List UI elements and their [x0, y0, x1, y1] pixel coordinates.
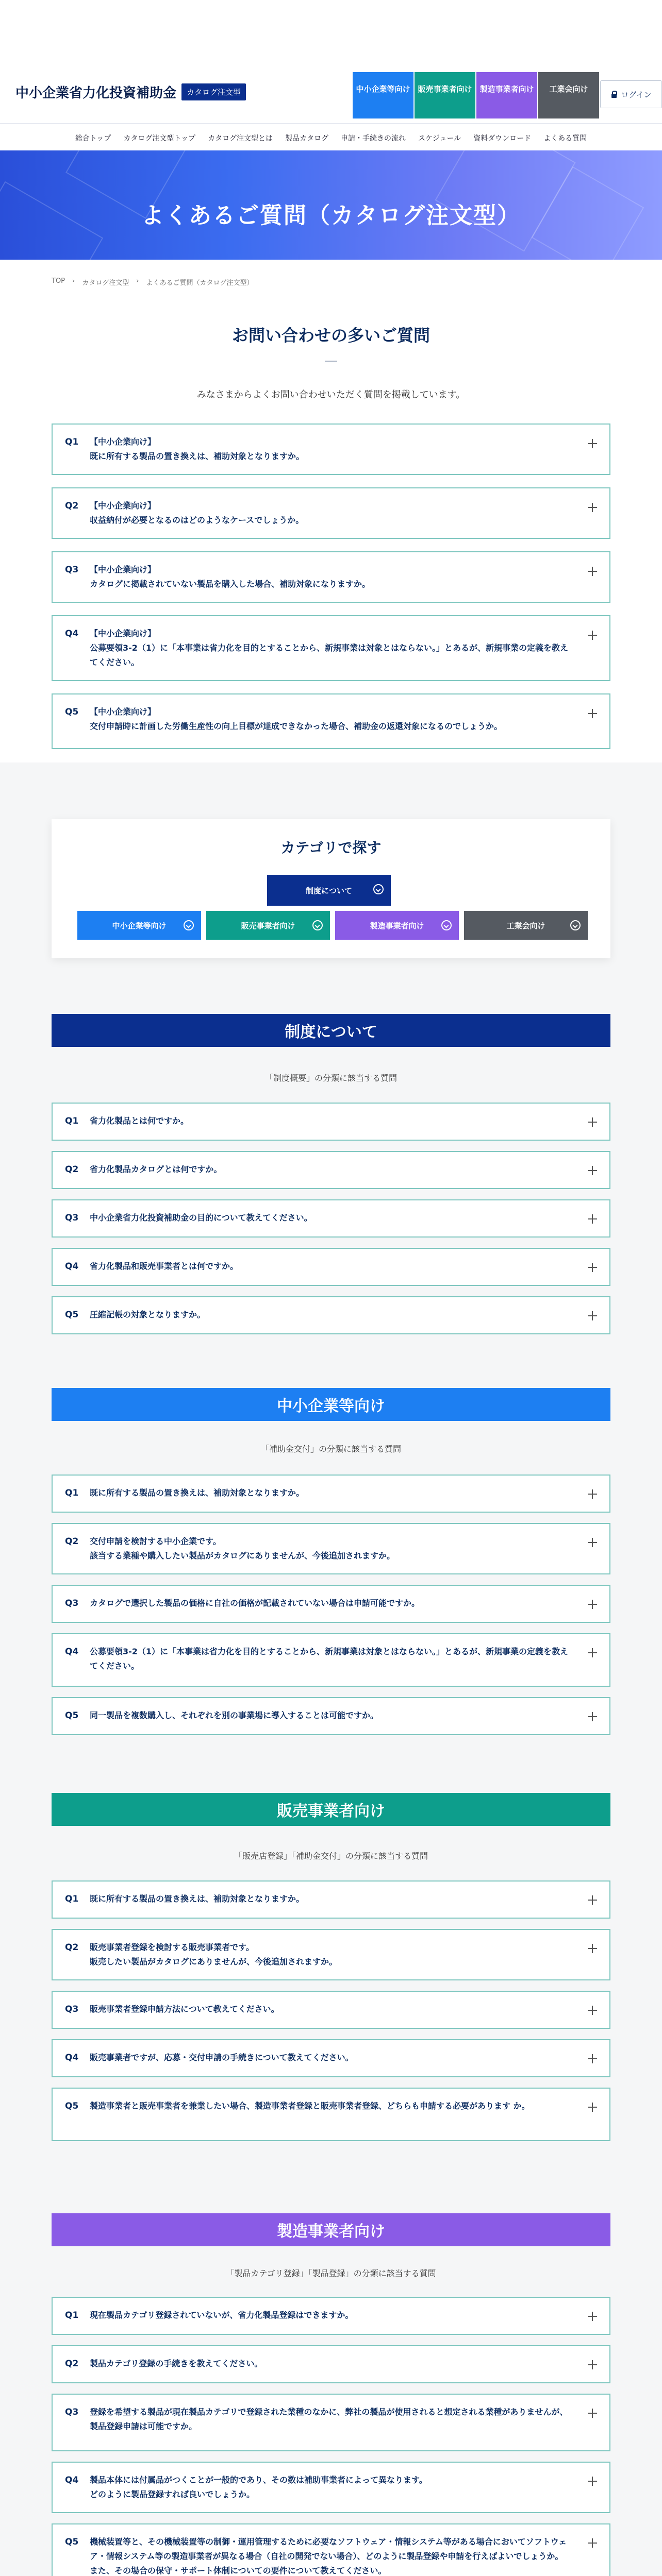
plus-icon[interactable] — [588, 2312, 597, 2321]
plus-icon[interactable] — [588, 2409, 597, 2418]
faq-item[interactable] — [52, 1929, 610, 1980]
faq-question — [90, 1534, 573, 1563]
faq-text: 販売事業者登録申請方法について教えてください。 — [90, 2004, 279, 2014]
section-divider — [325, 361, 337, 362]
faq-q-number: Q1 — [65, 437, 79, 447]
top-faq-title: お問い合わせの多いご質問 — [231, 326, 430, 345]
subnav-about[interactable]: カタログ注文型とは — [208, 134, 273, 143]
chevron-down-icon — [373, 884, 384, 894]
section-sub-sme: 「補助金交付」の分類に該当する質問 — [260, 1444, 401, 1454]
plus-icon[interactable] — [588, 1117, 597, 1127]
plus-icon[interactable] — [588, 2360, 597, 2369]
faq-text: 収益納付が必要となるのはどのようなケースでしょうか。 — [90, 515, 304, 525]
subnav-download[interactable]: 資料ダウンロード — [473, 134, 532, 143]
chevron-down-icon — [441, 920, 452, 930]
subnav-flow[interactable]: 申請・手続きの流れ — [341, 134, 406, 143]
faq-tag: 【中小企業向け】 — [90, 501, 156, 511]
plus-icon[interactable] — [588, 1311, 597, 1320]
chevron-down-icon — [184, 920, 194, 930]
faq-text: 該当する業種や購入したい製品がカタログにありませんが、今後追加されますか。 — [90, 1551, 395, 1561]
faq-item[interactable] — [52, 1697, 610, 1735]
plus-icon[interactable] — [588, 567, 597, 576]
faq-text: 交付申請時に計画した労働生産性の向上目標が達成できなかった場合、補助金の返還対象になるのでしょうか。 — [90, 721, 503, 731]
faq-item[interactable] — [52, 2297, 610, 2335]
faq-question — [90, 2473, 573, 2502]
plus-icon[interactable] — [588, 2477, 597, 2486]
faq-q-number: Q2 — [65, 1536, 79, 1547]
breadcrumb-item[interactable]: TOP — [52, 277, 65, 285]
nav-union[interactable]: 工業会向け — [538, 72, 600, 118]
category-button-label: 工業会向け — [506, 921, 545, 930]
faq-item[interactable] — [52, 2039, 610, 2077]
plus-icon[interactable] — [588, 2538, 597, 2548]
sub-nav — [0, 128, 662, 148]
faq-tag: 【中小企業向け】 — [90, 437, 156, 447]
top-faq-desc: みなさまからよくお問い合わせいただく質問を掲載しています。 — [196, 389, 466, 400]
faq-item[interactable] — [52, 423, 610, 475]
faq-q-number: Q4 — [65, 2053, 79, 2063]
header-nav — [353, 72, 662, 118]
faq-text: 省力化製品とは何ですか。 — [90, 1116, 189, 1126]
faq-text: 公募要領3-2（1）に「本事業は省力化を目的とすることから、新規事業は対象とはならない。」とあるが、新規事業の定義を教えてください。 — [90, 1647, 569, 1671]
faq-text: 圧縮記帳の対象となりますか。 — [90, 1310, 206, 1319]
breadcrumb-item: よくあるご質問（カタログ注文型） — [146, 279, 254, 287]
faq-q-number: Q3 — [65, 2004, 79, 2014]
faq-q-number: Q3 — [65, 565, 79, 575]
faq-item[interactable] — [52, 1151, 610, 1189]
faq-q-number: Q4 — [65, 629, 79, 639]
site-logo[interactable] — [15, 82, 246, 101]
faq-text: 販売したい製品がカタログにありませんが、今後追加されますか。 — [90, 1957, 338, 1967]
plus-icon[interactable] — [588, 2103, 597, 2112]
chevron-down-icon — [312, 920, 323, 930]
plus-icon[interactable] — [588, 503, 597, 512]
plus-icon[interactable] — [588, 1214, 597, 1224]
category-button-label: 制度について — [306, 886, 352, 895]
faq-tag: 【中小企業向け】 — [90, 629, 156, 638]
nav-mfr[interactable]: 製造事業者向け — [476, 72, 538, 118]
faq-item[interactable] — [52, 693, 610, 749]
faq-text: どのように製品登録すれば良いでしょうか。 — [90, 2489, 255, 2499]
faq-item[interactable] — [52, 1103, 610, 1141]
category-nav-card — [52, 819, 610, 958]
faq-tag: 【中小企業向け】 — [90, 707, 156, 717]
faq-question — [90, 705, 573, 734]
faq-text: 省力化製品和販売事業者とは何ですか。 — [90, 1261, 239, 1271]
category-button-sme[interactable] — [77, 911, 201, 940]
faq-text: 販売事業者登録を検討する販売事業者です。 — [90, 1942, 254, 1952]
faq-question — [90, 435, 573, 464]
faq-item[interactable] — [52, 487, 610, 539]
plus-icon[interactable] — [588, 1600, 597, 1609]
site-header — [0, 0, 662, 124]
faq-item[interactable] — [52, 1991, 610, 2029]
faq-text: 製造事業者と販売事業者を兼業したい場合、製造事業者登録と販売事業者登録、どちらも申請する必要があります か。 — [90, 2101, 530, 2111]
plus-icon[interactable] — [588, 631, 597, 640]
plus-icon[interactable] — [588, 1263, 597, 1272]
faq-q-number: Q1 — [65, 2310, 79, 2320]
section-heading-mfr: 製造事業者向け — [52, 2213, 610, 2246]
plus-icon[interactable] — [588, 1538, 597, 1547]
faq-item[interactable] — [52, 1585, 610, 1623]
section-heading-seido: 制度について — [52, 1014, 610, 1047]
category-nav-title: カテゴリで探す — [280, 839, 382, 856]
faq-text: 中小企業省力化投資補助金の目的について教えてください。 — [90, 1213, 312, 1223]
faq-text: 登録を希望する製品が現在製品カテゴリで登録された業種のなかに、弊社の製品が使用されると想定される業種がありませんが、製品登録申請は可能ですか。 — [90, 2407, 568, 2431]
faq-item[interactable] — [52, 1199, 610, 1238]
breadcrumb — [52, 277, 253, 287]
catalog-badge: カタログ注文型 — [181, 83, 246, 100]
section-heading-sme: 中小企業等向け — [52, 1388, 610, 1421]
faq-text: また、その場合の保守・サポート体制についての要件について教えてください。 — [90, 2566, 387, 2575]
plus-icon[interactable] — [588, 709, 597, 718]
faq-text: 機械装置等と、その機械装置等の制御・運用管理するために必要なソフトウェア・情報システム等がある場合においてソフトウェア・情報システム等の製造事業者が異なる場合（自社の開発でない場合）、どのように製品登録や申請を行えばよいでしょうか。 — [90, 2537, 567, 2561]
lock-icon — [610, 91, 618, 98]
section-sub-seido: 「制度概要」の分類に該当する質問 — [264, 1073, 397, 1083]
faq-text: 販売事業者ですが、応募・交付申請の手続きについて教えてください。 — [90, 2053, 354, 2062]
faq-question — [90, 2535, 573, 2576]
faq-q-number: Q1 — [65, 1116, 79, 1126]
chevron-right-icon: › — [136, 277, 139, 285]
faq-item[interactable] — [52, 1296, 610, 1334]
faq-text: 既に所有する製品の置き換えは、補助対象となりますか。 — [90, 1488, 305, 1498]
faq-q-number: Q2 — [65, 501, 79, 511]
section-heading-sales: 販売事業者向け — [52, 1793, 610, 1826]
login-button[interactable] — [600, 80, 662, 108]
faq-text: 同一製品を複数購入し、それぞれを別の事業場に導入することは可能ですか。 — [90, 1710, 379, 1720]
faq-text: 既に所有する製品の置き換えは、補助対象となりますか。 — [90, 1894, 305, 1904]
faq-q-number: Q3 — [65, 1213, 79, 1223]
faq-q-number: Q3 — [65, 2407, 79, 2417]
faq-q-number: Q5 — [65, 2537, 79, 2547]
plus-icon[interactable] — [588, 2054, 597, 2063]
faq-item[interactable] — [52, 2345, 610, 2383]
faq-q-number: Q3 — [65, 1598, 79, 1608]
faq-q-number: Q5 — [65, 2101, 79, 2111]
faq-question — [90, 499, 573, 528]
faq-q-number: Q4 — [65, 1647, 79, 1657]
breadcrumb-item[interactable]: カタログ注文型 — [82, 279, 129, 287]
plus-icon[interactable] — [588, 1944, 597, 1953]
login-label: ログイン — [621, 90, 652, 99]
plus-icon[interactable] — [588, 2006, 597, 2015]
faq-item[interactable] — [52, 1523, 610, 1574]
faq-item[interactable] — [52, 1880, 610, 1919]
subnav-top[interactable]: 総合トップ — [75, 134, 111, 143]
plus-icon[interactable] — [588, 439, 597, 448]
faq-q-number: Q4 — [65, 1261, 79, 1272]
hero-banner — [0, 150, 662, 260]
faq-q-number: Q4 — [65, 2475, 79, 2485]
faq-q-number: Q2 — [65, 1164, 79, 1175]
faq-q-number: Q5 — [65, 1310, 79, 1320]
chevron-right-icon: › — [72, 277, 75, 285]
faq-question — [90, 563, 573, 591]
faq-text: 製品カテゴリ登録の手続きを教えてください。 — [90, 2359, 263, 2368]
faq-item[interactable] — [52, 615, 610, 681]
faq-q-number: Q5 — [65, 1710, 79, 1721]
faq-question — [90, 1940, 573, 1969]
section-sub-sales: 「販売店登録」「補助金交付」の分類に該当する質問 — [234, 1851, 428, 1861]
plus-icon[interactable] — [588, 1712, 597, 1721]
chevron-down-icon — [570, 920, 581, 930]
faq-text: カタログで選択した製品の価格に自社の価格が記載されていない場合は申請可能ですか。 — [90, 1598, 420, 1608]
plus-icon[interactable] — [588, 1648, 597, 1657]
faq-item[interactable] — [52, 1633, 610, 1687]
category-button-label: 中小企業等向け — [112, 921, 167, 930]
faq-q-number: Q1 — [65, 1894, 79, 1904]
category-button-union[interactable] — [464, 911, 588, 940]
faq-question — [90, 626, 573, 670]
faq-q-number: Q5 — [65, 707, 79, 717]
faq-q-number: Q2 — [65, 1942, 79, 1953]
faq-tag: 【中小企業向け】 — [90, 565, 156, 574]
subnav-faq[interactable]: よくある質問 — [543, 134, 587, 143]
faq-item[interactable] — [52, 1248, 610, 1286]
faq-q-number: Q2 — [65, 2359, 79, 2369]
subnav-product-catalog[interactable]: 製品カタログ — [285, 134, 328, 143]
plus-icon[interactable] — [588, 1489, 597, 1499]
nav-sme[interactable]: 中小企業等向け — [353, 72, 415, 118]
faq-item[interactable] — [52, 2523, 610, 2576]
faq-item[interactable] — [52, 551, 610, 603]
faq-text: 公募要領3-2（1）に「本事業は省力化を目的とすることから、新規事業は対象とはならない。」とあるが、新規事業の定義を教えてください。 — [90, 643, 569, 667]
faq-text: 省力化製品カタログとは何ですか。 — [90, 1164, 222, 1174]
section-sub-mfr: 「製品カテゴリ登録」「製品登録」の分類に該当する質問 — [226, 2268, 436, 2278]
faq-text: カタログに掲載されていない製品を購入した場合、補助対象になりますか。 — [90, 579, 371, 589]
faq-item[interactable] — [52, 2462, 610, 2513]
faq-text: 交付申請を検討する中小企業です。 — [90, 1536, 221, 1546]
faq-text: 製品本体には付属品がつくことが一般的であり、その数は補助事業者によって異なります。 — [90, 2475, 427, 2485]
plus-icon[interactable] — [588, 1895, 597, 1905]
nav-sales[interactable]: 販売事業者向け — [415, 72, 476, 118]
page-title: よくあるご質問（カタログ注文型） — [141, 202, 521, 229]
faq-q-number: Q1 — [65, 1488, 79, 1498]
faq-text: 現在製品カテゴリ登録されていないが、省力化製品登録はできますか。 — [90, 2310, 354, 2320]
logo-text: 中小企業省力化投資補助金 — [15, 86, 177, 101]
category-button-seido[interactable] — [267, 875, 391, 906]
category-button-label: 販売事業者向け — [241, 921, 295, 930]
subnav-catalog-top[interactable]: カタログ注文型トップ — [123, 134, 195, 143]
category-button-label: 製造事業者向け — [370, 921, 424, 930]
subnav-schedule[interactable]: スケジュール — [418, 134, 461, 143]
category-button-mfr[interactable] — [335, 911, 459, 940]
faq-text: 既に所有する製品の置き換えは、補助対象となりますか。 — [90, 451, 305, 461]
faq-item[interactable] — [52, 1475, 610, 1513]
faq-item[interactable] — [52, 2088, 610, 2141]
category-button-sales[interactable] — [206, 911, 330, 940]
faq-item[interactable] — [52, 2394, 610, 2451]
plus-icon[interactable] — [588, 1166, 597, 1175]
